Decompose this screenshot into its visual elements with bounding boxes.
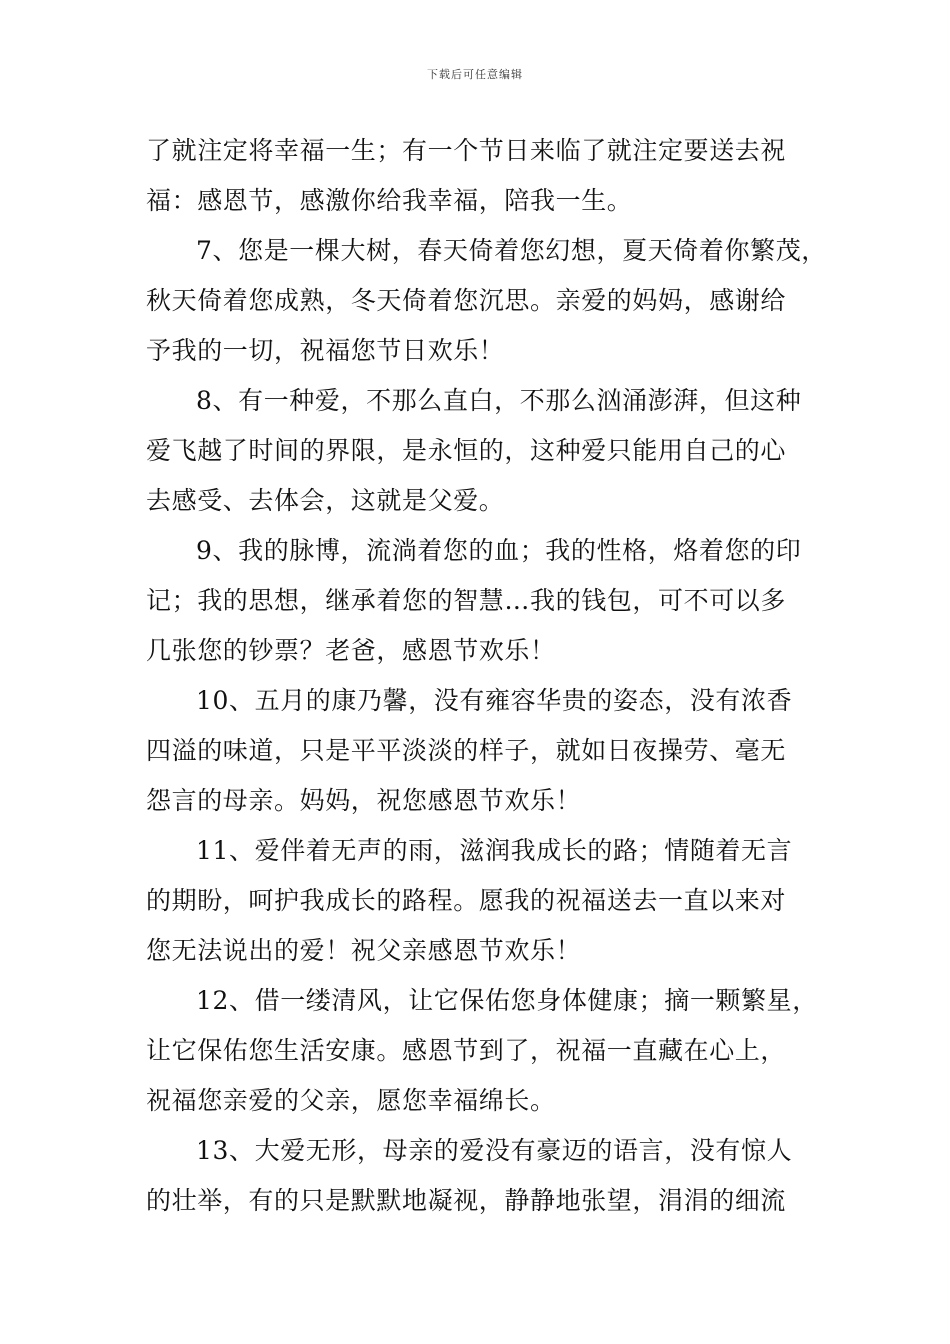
text-line: 9、我的脉博，流淌着您的血；我的性格，烙着您的印 xyxy=(196,536,802,565)
text-line: 7、您是一棵大树，春天倚着您幻想，夏天倚着你繁茂， xyxy=(196,236,827,265)
text-line: 爱飞越了时间的界限，是永恒的，这种爱只能用自己的心 xyxy=(146,436,787,465)
text-line: 予我的一切，祝福您节日欢乐！ xyxy=(146,336,505,365)
text-line: 11、爱伴着无声的雨，滋润我成长的路；情随着无言 xyxy=(196,836,793,865)
text-line: 记；我的思想，继承着您的智慧…我的钱包，可不可以多 xyxy=(146,586,787,615)
text-line: 秋天倚着您成熟，冬天倚着您沉思。亲爱的妈妈，感谢给 xyxy=(146,286,787,315)
paragraph-item-8 xyxy=(146,376,814,526)
text-line: 几张您的钞票？老爸，感恩节欢乐！ xyxy=(146,636,556,665)
text-line: 去感受、去体会，这就是父爱。 xyxy=(146,486,505,515)
text-line: 12、借一缕清风，让它保佑您身体健康；摘一颗繁星， xyxy=(196,986,818,1015)
paragraph-item-9 xyxy=(146,526,814,676)
text-line: 四溢的味道，只是平平淡淡的样子，就如日夜操劳、毫无 xyxy=(146,736,787,765)
text-line: 8、有一种爱，不那么直白，不那么汹涌澎湃，但这种 xyxy=(196,386,802,415)
page-header: 下载后可任意编辑 xyxy=(427,68,523,81)
text-line: 10、五月的康乃馨，没有雍容华贵的姿态，没有浓香 xyxy=(196,686,793,715)
text-line: 怨言的母亲。妈妈，祝您感恩节欢乐！ xyxy=(146,786,582,815)
document-body xyxy=(146,126,827,1226)
paragraph-item-10 xyxy=(146,676,814,826)
paragraph-item-13 xyxy=(146,1126,814,1226)
paragraph-item-7 xyxy=(146,226,827,376)
paragraph-item-12 xyxy=(146,976,818,1126)
text-line: 的壮举，有的只是默默地凝视，静静地张望，涓涓的细流 xyxy=(146,1186,787,1215)
text-line: 祝福您亲爱的父亲，愿您幸福绵长。 xyxy=(146,1086,556,1115)
text-line: 福：感恩节，感激你给我幸福，陪我一生。 xyxy=(146,186,633,215)
text-line: 13、大爱无形，母亲的爱没有豪迈的语言，没有惊人 xyxy=(196,1136,793,1165)
paragraph-item-11 xyxy=(146,826,814,976)
text-line: 您无法说出的爱！祝父亲感恩节欢乐！ xyxy=(146,936,582,965)
paragraph-continuation xyxy=(146,126,814,226)
text-line: 了就注定将幸福一生；有一个节日来临了就注定要送去祝 xyxy=(146,136,787,165)
text-line: 的期盼，呵护我成长的路程。愿我的祝福送去一直以来对 xyxy=(146,886,787,915)
text-line: 让它保佑您生活安康。感恩节到了，祝福一直藏在心上， xyxy=(146,1036,787,1065)
